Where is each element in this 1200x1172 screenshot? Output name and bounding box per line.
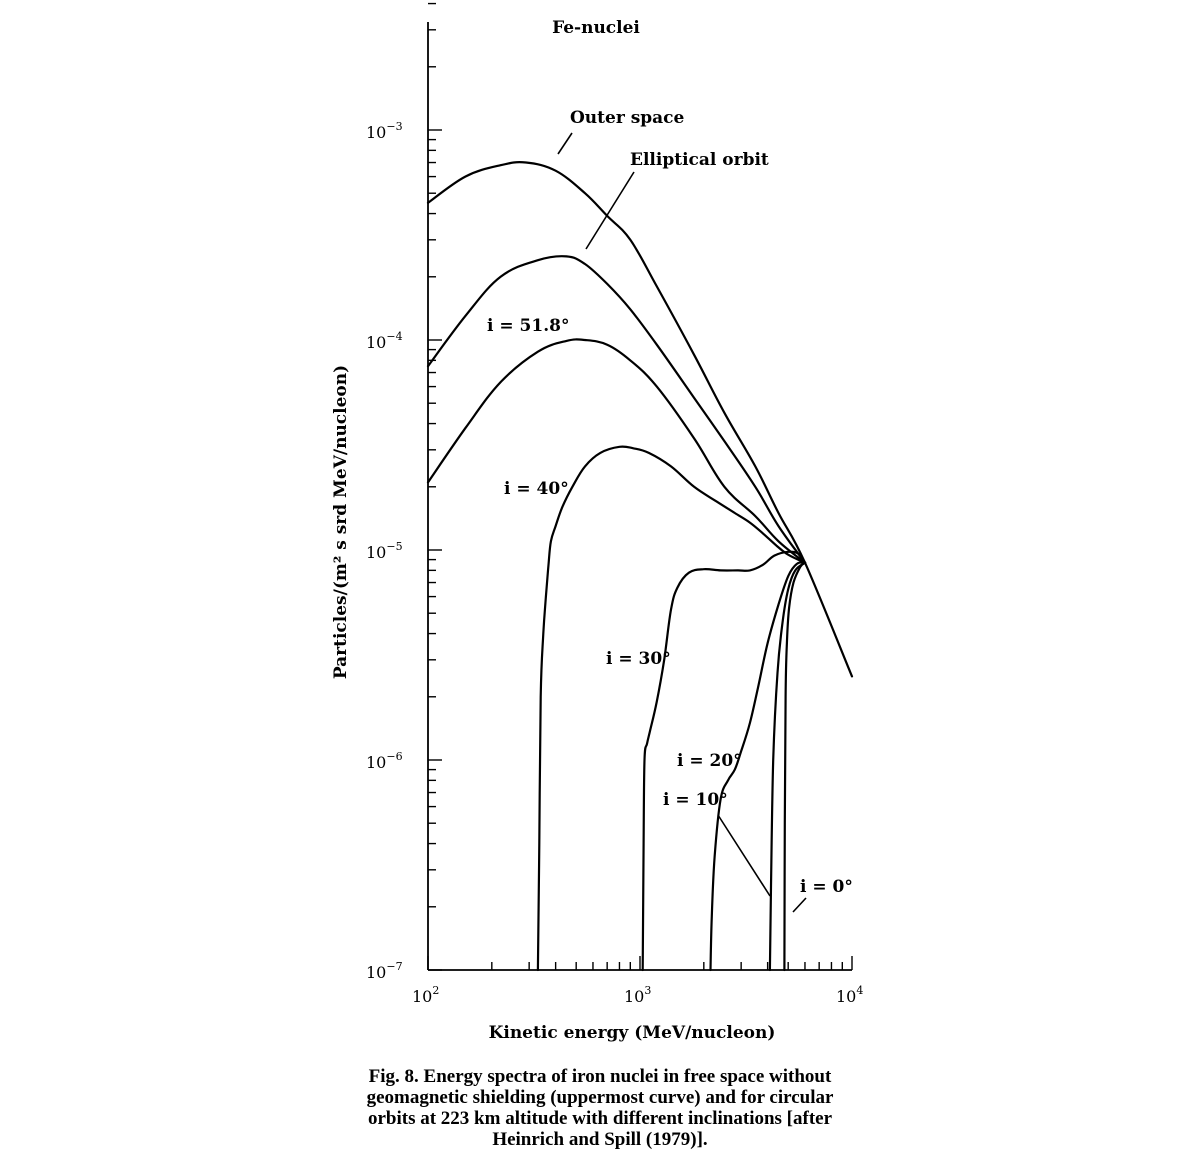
x-tick-label: $10^4$	[836, 984, 864, 1006]
x-tick-label: $10^3$	[624, 984, 652, 1006]
y-tick-label: $10^{-6}$	[366, 750, 403, 772]
label-elliptical-orbit: Elliptical orbit	[630, 150, 769, 170]
leader-i-0	[793, 898, 806, 912]
leader-elliptical-orbit	[586, 172, 634, 249]
leader-i-10	[718, 815, 770, 896]
y-axis-label: Particles/(m² s srd MeV/nucleon)	[331, 364, 351, 680]
label-i-20: i = 20°	[677, 751, 742, 771]
leader-outer-space	[558, 133, 572, 154]
series-line-i-0	[784, 563, 805, 970]
curves	[428, 162, 852, 970]
series-line-elliptical-orbit	[428, 256, 805, 563]
label-i-0: i = 0°	[800, 877, 853, 897]
label-i-10: i = 10°	[663, 790, 728, 810]
label-i-51-8: i = 51.8°	[487, 316, 570, 336]
x-axis-label: Kinetic energy (MeV/nucleon)	[488, 1023, 776, 1043]
ticks	[366, 4, 863, 1006]
figure-caption	[290, 1066, 910, 1150]
label-i-30: i = 30°	[606, 649, 671, 669]
caption-line: Heinrich and Spill (1979)].	[492, 1129, 708, 1150]
caption-line: Fig. 8. Energy spectra of iron nuclei in free space without	[368, 1066, 832, 1087]
caption-line: geomagnetic shielding (uppermost curve) and for circular	[366, 1087, 834, 1108]
y-tick-label: $10^{-7}$	[366, 960, 403, 982]
y-tick-label: $10^{-4}$	[366, 330, 403, 352]
series-line-outer-space	[428, 162, 852, 676]
label-outer-space: Outer space	[570, 108, 685, 128]
chart-title: Fe-nuclei	[552, 18, 640, 38]
caption-line: orbits at 223 km altitude with different inclinations [after	[367, 1108, 833, 1129]
label-i-40: i = 40°	[504, 479, 569, 499]
y-tick-label: $10^{-3}$	[366, 120, 403, 142]
y-tick-label: $10^{-5}$	[366, 540, 403, 562]
series-line-i-51-8	[428, 339, 805, 562]
x-tick-label: $10^2$	[412, 984, 440, 1006]
